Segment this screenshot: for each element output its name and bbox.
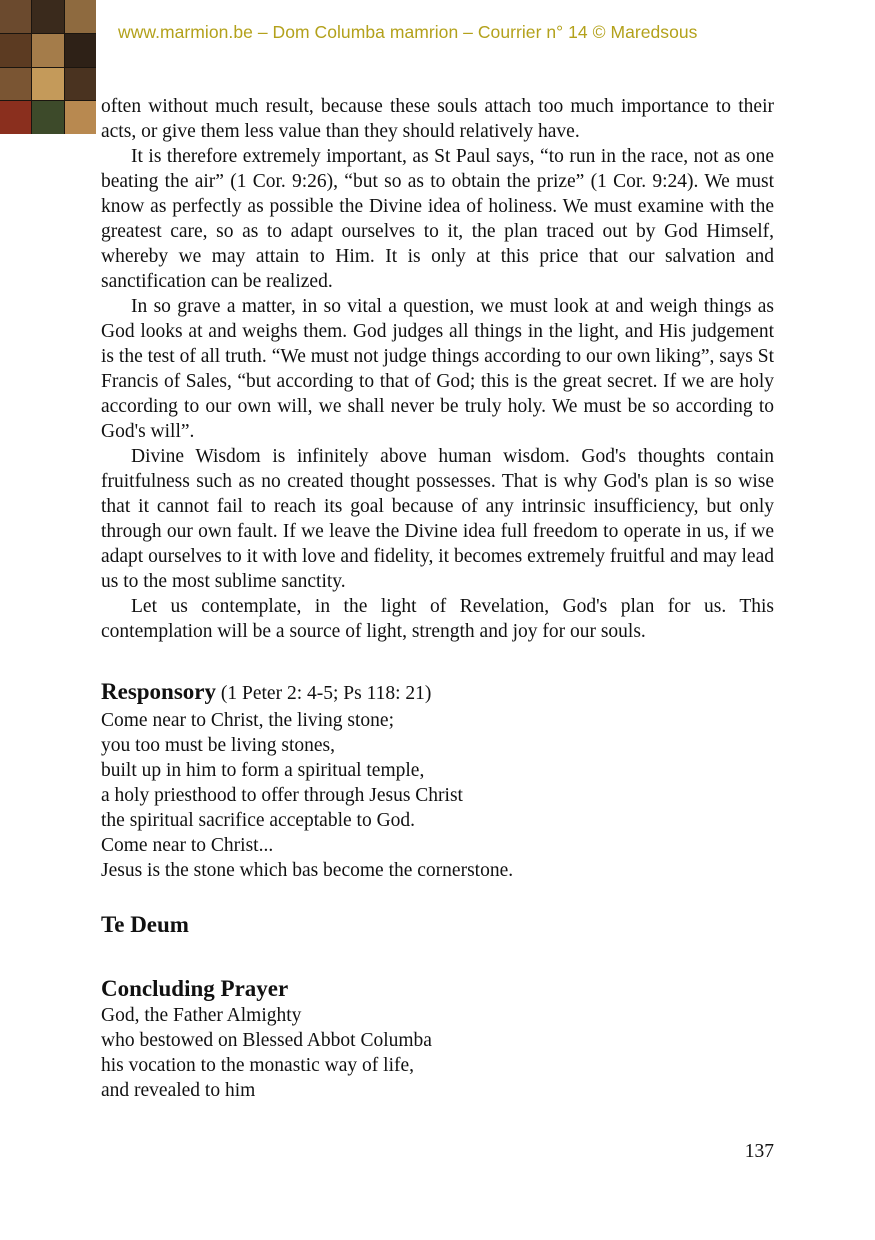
prayer-line: God, the Father Almighty bbox=[101, 1005, 302, 1026]
page-number: 137 bbox=[744, 1141, 774, 1162]
responsory-line: built up in him to form a spiritual temple, bbox=[101, 760, 425, 781]
body-paragraph: In so grave a matter, in so vital a question, we must look at and weigh things as God looks at and weighs them. God judges all things in the light, and His judgement is the test of all truth. “We must not judge things according to our own liking”, says St Francis of Sales, “but according to that of God; this is the great secret. If we are holy according to our own will, we shall never be truly holy. We must be so according to God's will”. bbox=[101, 296, 774, 442]
collage-tile bbox=[0, 68, 31, 101]
collage-tile bbox=[32, 0, 63, 33]
body-paragraph: Let us contemplate, in the light of Revelation, God's plan for us. This contemplation will be a source of light, strength and joy for our souls. bbox=[101, 596, 774, 642]
concluding-prayer-lines bbox=[101, 1003, 774, 1103]
responsory-heading bbox=[101, 678, 774, 708]
responsory-line: Come near to Christ, the living stone; bbox=[101, 710, 395, 731]
body-paragraph: often without much result, because these souls attach too much importance to their acts, or give them less value than they should relatively have. bbox=[101, 96, 774, 142]
body-paragraph: Divine Wisdom is infinitely above human wisdom. God's thoughts contain fruitfulness such as no created thought possesses. That is why God's plan is so wise that it cannot fail to reach its goal because of any intrinsic insufficiency, but only through our own fault. If we leave the Divine idea full freedom to operate in us, if we adapt ourselves to it with love and fidelity, it becomes extremely fruitful and may lead us to the most sublime sanctity. bbox=[101, 446, 774, 592]
collage-tile bbox=[32, 34, 63, 67]
collage-tile bbox=[65, 101, 96, 134]
body-paragraph: It is therefore extremely important, as St Paul says, “to run in the race, not as one beating the air” (1 Cor. 9:26), “but so as to obtain the prize” (1 Cor. 9:24). We must know as perfectly as possible the Divine idea of holiness. We must examine with the greatest care, so as to adapt ourselves to it, the plan traced out by God Himself, whereby we may attain to Him. It is only at this price that our salvation and sanctification can be realized. bbox=[101, 146, 774, 292]
collage-tile bbox=[65, 0, 96, 33]
responsory-line: Jesus is the stone which bas become the cornerstone. bbox=[101, 860, 514, 881]
prayer-line: his vocation to the monastic way of life, bbox=[101, 1055, 415, 1076]
responsory-line: you too must be living stones, bbox=[101, 735, 335, 756]
page-content bbox=[101, 94, 774, 1103]
header-url-line: www.marmion.be – Dom Columba mamrion – Courrier n° 14 © Maredsous bbox=[118, 22, 698, 42]
responsory-title: Responsory bbox=[101, 679, 217, 704]
header-photo-collage bbox=[0, 0, 96, 134]
collage-tile bbox=[0, 0, 31, 33]
te-deum-heading: Te Deum bbox=[101, 912, 189, 937]
responsory-lines bbox=[101, 708, 774, 883]
concluding-prayer-heading: Concluding Prayer bbox=[101, 976, 289, 1001]
collage-tile bbox=[32, 101, 63, 134]
responsory-line: the spiritual sacrifice acceptable to God. bbox=[101, 810, 416, 831]
collage-tile bbox=[0, 101, 31, 134]
prayer-line: and revealed to him bbox=[101, 1080, 256, 1101]
collage-tile bbox=[0, 34, 31, 67]
collage-tile bbox=[65, 68, 96, 101]
responsory-line: a holy priesthood to offer through Jesus Christ bbox=[101, 785, 463, 806]
responsory-reference: (1 Peter 2: 4-5; Ps 118: 21) bbox=[220, 683, 432, 704]
responsory-line: Come near to Christ... bbox=[101, 835, 274, 856]
prayer-line: who bestowed on Blessed Abbot Columba bbox=[101, 1030, 432, 1051]
collage-tile bbox=[32, 68, 63, 101]
collage-tile bbox=[65, 34, 96, 67]
